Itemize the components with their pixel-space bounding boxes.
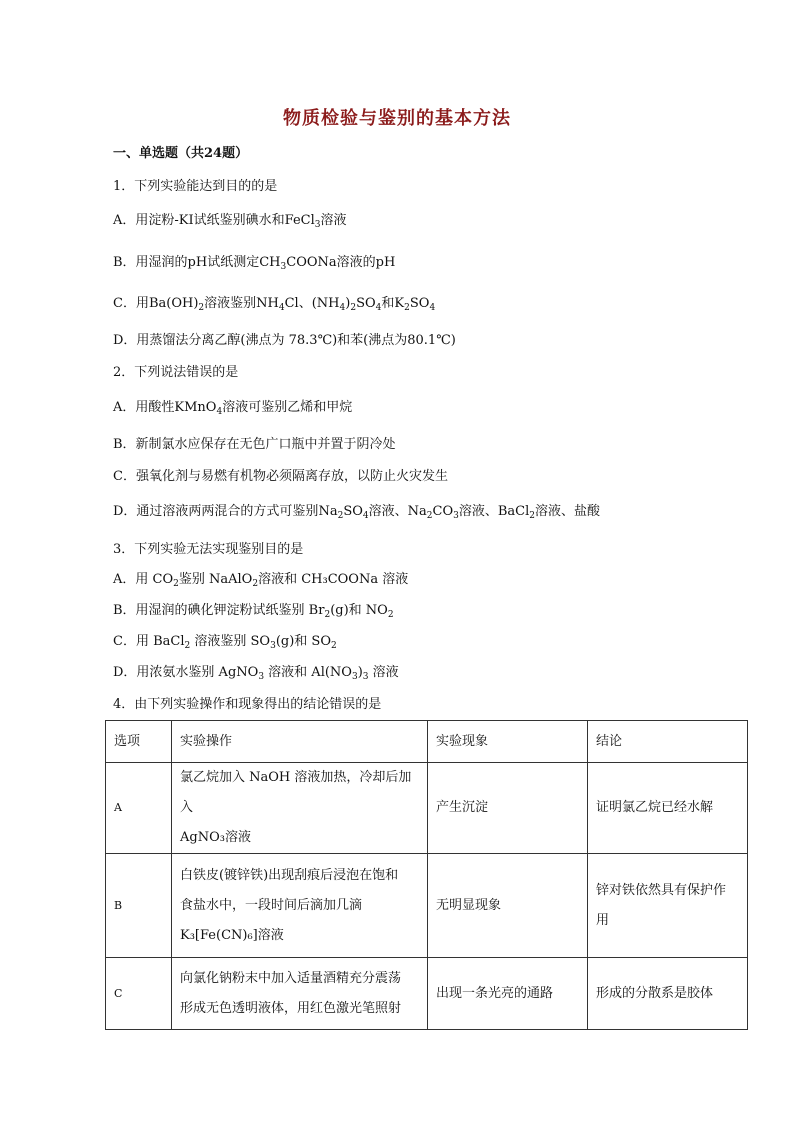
- q2-option-c: C．强氧化剂与易燃有机物必须隔离存放，以防止火灾发生: [113, 469, 448, 484]
- q2-option-d: D．通过溶液两两混合的方式可鉴别$Na_2SO_4$溶液、$Na_2CO_3$溶液、BaCl$_2$溶液、盐酸: [113, 504, 601, 521]
- row-conclusion: 形成的分散系是胶体: [588, 958, 748, 1030]
- q3-option-b: B．用湿润的碘化钾淀粉试纸鉴别 $Br_2(g)$和 $NO_2$: [113, 603, 394, 620]
- table-row: [106, 763, 748, 854]
- header-phenomenon: 实验现象: [428, 721, 588, 763]
- q3-option-c: C．用 BaCl$_2$ 溶液鉴别 $SO_3(g)$和 $SO_2$: [113, 634, 337, 651]
- q1-option-d: D．用蒸馏法分离乙醇(沸点为 78.3℃)和苯(沸点为80.1℃): [113, 333, 456, 348]
- q1-option-b: B．用湿润的pH试纸测定$CH_3COONa$溶液的pH: [113, 255, 396, 272]
- row-phenomenon: 无明显现象: [428, 854, 588, 958]
- page-title: 物质检验与鉴别的基本方法: [283, 108, 511, 129]
- q4-table: [105, 720, 748, 1030]
- q1-option-c: C．用$Ba(OH)_2$溶液鉴别$NH_4Cl$、$(NH_4)_2SO_4$和$K_2SO_4$: [113, 296, 436, 313]
- row-conclusion: 证明氯乙烷已经水解: [588, 763, 748, 854]
- row-operation: 白铁皮(镀锌铁)出现刮痕后浸泡在饱和 食盐水中，一段时间后滴加几滴 K₃[Fe(CN)₆]溶液: [172, 854, 428, 958]
- q3-stem: 3．下列实验无法实现鉴别目的是: [113, 542, 304, 557]
- q1-stem: 1．下列实验能达到目的的是: [113, 179, 278, 194]
- q2-option-a: A．用酸性KMnO$_4$溶液可鉴别乙烯和甲烷: [113, 400, 353, 417]
- section-heading: 一、单选题（共24题）: [113, 146, 249, 161]
- table-row: [106, 958, 748, 1030]
- header-conclusion: 结论: [588, 721, 748, 763]
- table-header-row: [106, 721, 748, 763]
- row-operation: 氯乙烷加入 NaOH 溶液加热，冷却后加入 AgNO₃溶液: [172, 763, 428, 854]
- row-phenomenon: 产生沉淀: [428, 763, 588, 854]
- header-option: 选项: [106, 721, 172, 763]
- q3-option-a: A．用 $CO_2$鉴别 NaAlO$_2$溶液和 CH₃COONa 溶液: [113, 572, 409, 589]
- table-row: [106, 854, 748, 958]
- row-option: C: [106, 958, 172, 1030]
- header-operation: 实验操作: [172, 721, 428, 763]
- q1-option-a: A．用淀粉-KI试纸鉴别碘水和FeCl$_3$溶液: [113, 213, 347, 230]
- row-conclusion: 锌对铁依然具有保护作 用: [588, 854, 748, 958]
- q3-option-d: D．用浓氨水鉴别 AgNO$_3$ 溶液和 $Al(NO_3)_3$ 溶液: [113, 665, 399, 682]
- row-option: A: [106, 763, 172, 854]
- q4-stem: 4．由下列实验操作和现象得出的结论错误的是: [113, 697, 382, 712]
- row-operation: 向氯化钠粉末中加入适量酒精充分震荡 形成无色透明液体，用红色激光笔照射: [172, 958, 428, 1030]
- q2-stem: 2．下列说法错误的是: [113, 365, 239, 380]
- row-option: B: [106, 854, 172, 958]
- row-phenomenon: 出现一条光亮的通路: [428, 958, 588, 1030]
- q2-option-b: B．新制氯水应保存在无色广口瓶中并置于阴冷处: [113, 437, 396, 452]
